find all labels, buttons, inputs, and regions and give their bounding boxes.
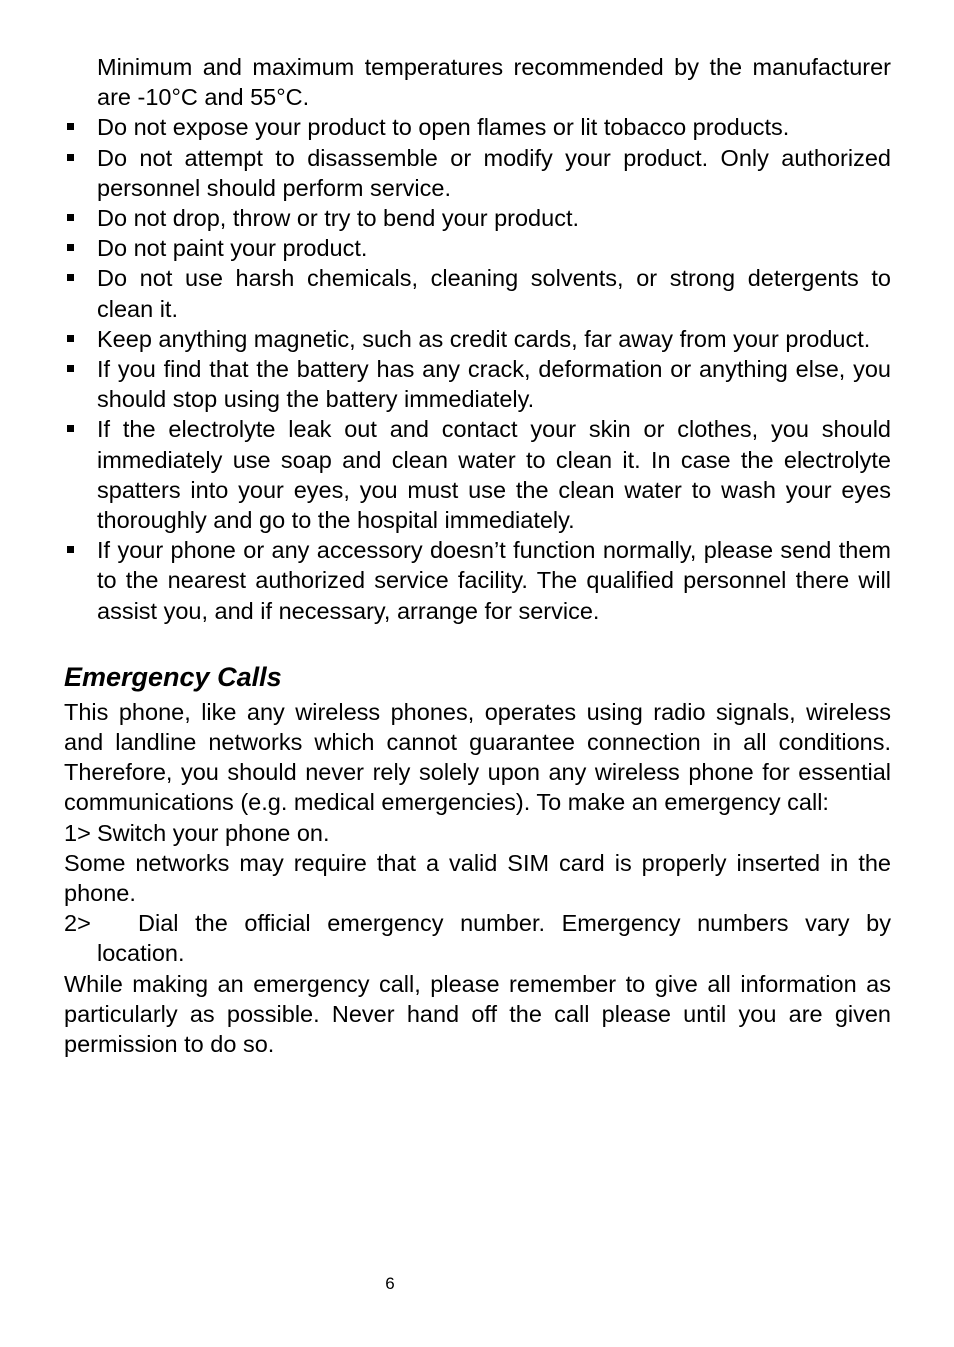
safety-bullet-list — [64, 112, 891, 625]
square-bullet-icon — [67, 154, 74, 161]
list-item — [64, 143, 891, 203]
square-bullet-icon — [67, 365, 74, 372]
step-2 — [64, 908, 891, 968]
list-item-text: Do not drop, throw or try to bend your product. — [97, 205, 580, 232]
square-bullet-icon — [67, 546, 74, 553]
section-heading: Emergency Calls — [64, 661, 282, 692]
list-item-text: Keep anything magnetic, such as credit cards, far away from your product. — [97, 325, 871, 352]
square-bullet-icon — [67, 425, 74, 432]
step-1 — [64, 818, 891, 848]
square-bullet-icon — [67, 244, 74, 251]
list-item-text: If the electrolyte leak out and contact your skin or clothes, you should immediately use soap and clean water to clean it. In case the electrolyte spatters into your eyes, you must use the clean water to wash your eyes thoroughly and go to the hospital immediately. — [97, 416, 891, 534]
page-number: 6 — [385, 1274, 395, 1293]
step-2-text: Dial the official emergency number. Emergency numbers vary by location. — [97, 910, 891, 967]
square-bullet-icon — [67, 123, 74, 130]
list-item — [64, 263, 891, 323]
square-bullet-icon — [67, 274, 74, 281]
step-1-text: Switch your phone on. — [97, 819, 330, 846]
list-item-text: Do not paint your product. — [97, 235, 368, 262]
list-item — [64, 414, 891, 535]
list-item — [64, 203, 891, 233]
list-item-text: Do not use harsh chemicals, cleaning solvents, or strong detergents to clean it. — [97, 265, 891, 322]
list-item-text: If you find that the battery has any crack, deformation or anything else, you should stop using the battery immediately. — [97, 356, 891, 413]
step-1-label: 1> — [64, 819, 91, 846]
page-content — [64, 52, 891, 1059]
square-bullet-icon — [67, 214, 74, 221]
list-item — [64, 535, 891, 626]
step-1-note: Some networks may require that a valid SIM card is properly inserted in the phone. — [64, 849, 891, 907]
list-item-text: Do not expose your product to open flames or lit tobacco products. — [97, 114, 790, 141]
closing-paragraph: While making an emergency call, please remember to give all information as particularly as possible. Never hand off the call please until you are given permission to do so. — [64, 970, 891, 1058]
list-item — [64, 233, 891, 263]
list-item — [64, 112, 891, 142]
list-item-text: If your phone or any accessory doesn’t function normally, please send them to the nearest authorized service facility. The qualified personnel there will assist you, and if necessary, arrange for service. — [97, 537, 891, 624]
step-2-label: 2> — [64, 910, 91, 937]
list-item — [64, 354, 891, 414]
intro-continuation: Minimum and maximum temperatures recommended by the manufacturer are -10°C and 55°C. — [97, 54, 891, 111]
square-bullet-icon — [67, 335, 74, 342]
list-item-text: Do not attempt to disassemble or modify your product. Only authorized personnel should perform service. — [97, 144, 891, 201]
section-intro: This phone, like any wireless phones, operates using radio signals, wireless and landline networks which cannot guarantee connection in all conditions. Therefore, you should never rely solely upon any wireless phone for essential communications (e.g. medical emergencies). To make an emergency call: — [64, 698, 891, 816]
list-item — [64, 324, 891, 354]
